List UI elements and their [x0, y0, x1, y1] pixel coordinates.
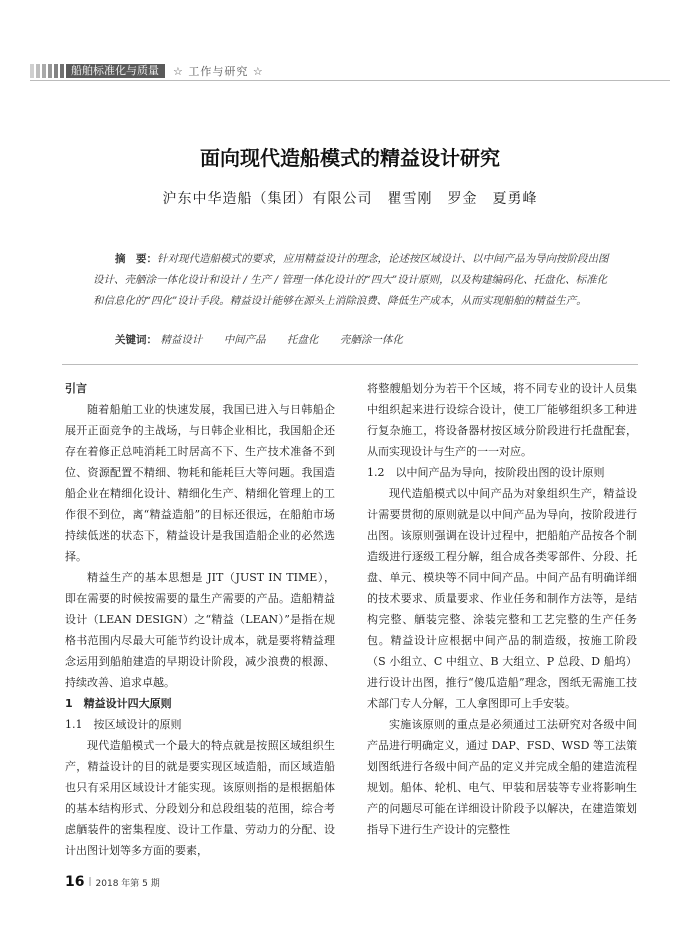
header-stripes [30, 64, 64, 78]
abstract [93, 249, 613, 312]
page-number: 16 [65, 874, 85, 890]
body-paragraph: 实施该原则的重点是必须通过工法研究对各级中间产品进行明确定义，通过 DAP、FSD、WSD 等工法策划图纸进行各级中间产品的定义并完成全船的建造流程规划。船体、轮机、电气、甲装和居装等专业将影响生产的问题尽可能在详细设计阶段予以解决，在建造策划指导下进行生产设计的完整性 [367, 718, 637, 836]
keyword: 壳舾涂一体化 [339, 334, 403, 346]
keywords [115, 332, 421, 347]
subsection-heading: 1.1 按区域设计的原则 [65, 718, 182, 731]
article-title: 面向现代造船模式的精益设计研究 [200, 146, 500, 170]
body-paragraph: 精益生产的基本思想是 JIT（JUST IN TIME），即在需要的时候按需要的量生产需要的产品。造船精益设计（LEAN DESIGN）之“精益（LEAN）”是指在规格书范围内尽最大可能节约设计成本，就是要将精益理念运用到船舶建造的早期设计阶段，减少浪费的根源、持续改善、追求卓越。 [65, 571, 335, 689]
keyword: 托盘化 [287, 334, 319, 346]
body-paragraph: 随着船舶工业的快速发展，我国已进入与日韩船企展开正面竞争的主战场，与日韩企业相比，我国船企还存在着修正总吨消耗工时居高不下、生产技术准备不到位、资源配置不精细、物耗和能耗巨大等问题。我国造船企业在精细化设计、精细化生产、精细化管理上的工作很不到位，离“精益造船”的目标还很远，在船舶市场持续低迷的状态下，精益设计是我国造船企业的必然选择。 [65, 403, 335, 563]
body-paragraph: 将整艘船划分为若干个区域，将不同专业的设计人员集中组织起来进行设综合设计，使工厂能够组织多工种进行复杂施工，将设备器材按区域分阶段进行托盘配套，从而实现设计与生产的一一对应。 [367, 382, 637, 458]
right-column [367, 378, 637, 840]
journal-header [30, 64, 264, 78]
footer-separator: | [88, 877, 92, 887]
left-column [65, 378, 335, 861]
intro-heading: 引言 [65, 382, 87, 395]
column-tag: ☆ 工作与研究 ☆ [173, 65, 264, 78]
page-footer [65, 874, 160, 890]
issue-label: 2018 年第 5 期 [95, 878, 160, 889]
section-tag: 船舶标准化与质量 [66, 64, 165, 78]
keyword: 中间产品 [223, 334, 266, 346]
body-paragraph: 现代造船模式一个最大的特点就是按照区域组织生产，精益设计的目的就是要实现区域造船，而区域造船也只有采用区域设计才能实现。该原则指的是根据船体的基本结构形式、分段划分和总段组装的范围，综合考虑舾装件的密集程度、设计工作量、劳动力的分配、设计出图计划等多方面的要素， [65, 739, 335, 857]
abstract-text: 针对现代造船模式的要求，应用精益设计的理念，论述按区域设计、以中间产品为导向按阶段出图设计、壳舾涂一体化设计和设计 / 生产 / 管理一体化设计的“四大”设计原则，以及构建编码化、托盘化、标准化和信息化的“四化”设计手段。精益设计能够在源头上消除浪费、降低生产成本，从而实现船舶的精益生产。 [93, 253, 609, 307]
body-paragraph: 现代造船模式以中间产品为对象组织生产，精益设计需要贯彻的原则就是以中间产品为导向，按阶段进行出图。该原则强调在设计过程中，把船舶产品按各个制造级进行逐级工程分解，组合成各类零部件、分段、托盘、单元、模块等不同中间产品。中间产品有明确详细的技术要求、质量要求、作业任务和制作方法等，是结构完整、舾装完整、涂装完整和工艺完整的生产任务包。精益设计应根据中间产品的制造级，按施工阶段（S 小组立、C 中组立、B 大组立、P 总段、D 船坞）进行设计出图，推行“傻瓜造船”理念，图纸无需施工技术部门专人分解，工人拿图即可上手安装。 [367, 487, 637, 710]
header-rule [30, 80, 670, 81]
keyword: 精益设计 [160, 334, 203, 346]
abstract-rule [62, 364, 638, 365]
article-authors: 沪东中华造船（集团）有限公司 瞿雪刚 罗金 夏勇峰 [162, 191, 538, 207]
abstract-label: 摘 要： [115, 253, 157, 265]
subsection-heading: 1.2 以中间产品为导向，按阶段出图的设计原则 [367, 466, 605, 479]
section-heading: 1 精益设计四大原则 [65, 697, 172, 710]
keywords-label: 关键词： [115, 334, 157, 346]
